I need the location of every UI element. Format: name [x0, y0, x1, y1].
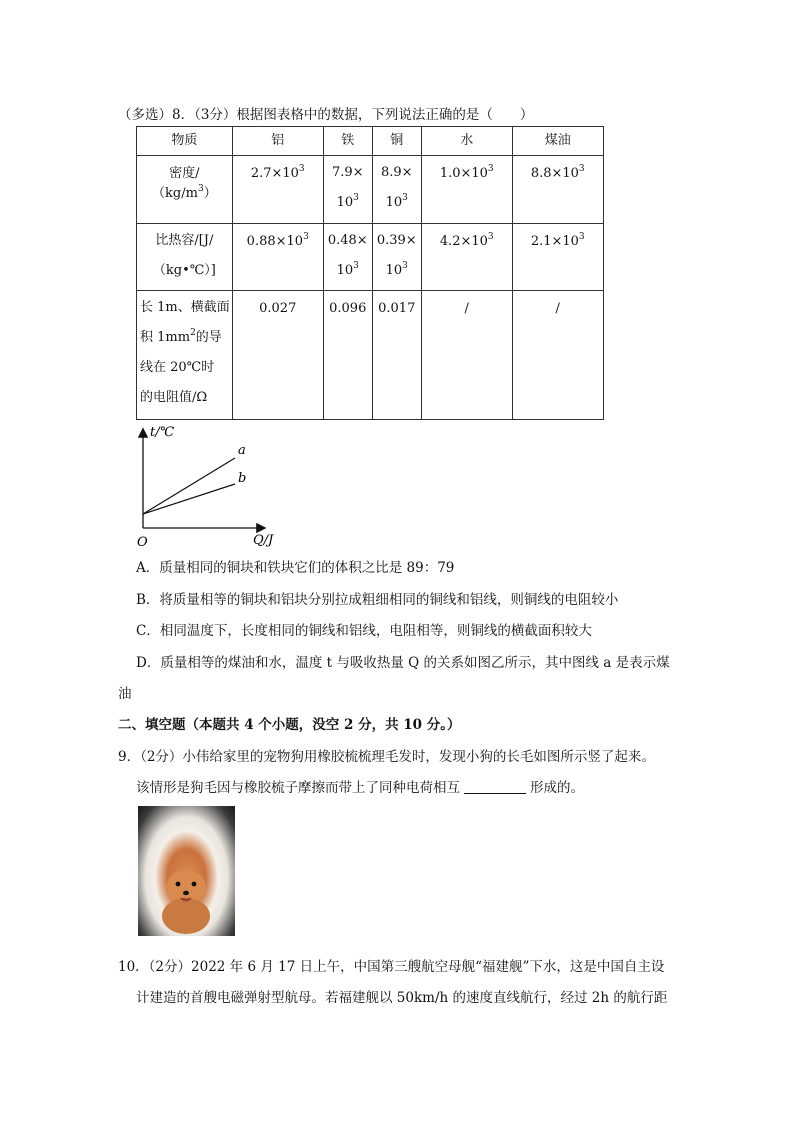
line-a [143, 458, 235, 514]
option-b: B．将质量相等的铜块和铝块分别拉成粗细相同的铜线和铝线，则铜线的电阻较小 [136, 592, 619, 608]
table-cell: 8.9× $10^3$ [372, 156, 421, 224]
y-axis-label: t/℃ [150, 425, 175, 440]
table-cell: $0.88\times 10^3$ [232, 224, 323, 291]
header-cell: 水 [421, 127, 512, 156]
header-cell: 铝 [232, 127, 323, 156]
header-cell: 铜 [372, 127, 421, 156]
option-d-line1: D．质量相等的煤油和水，温度 t 与吸收热量 Q 的关系如图乙所示，其中图线 a 是表示煤 [136, 655, 670, 671]
table-row [137, 291, 604, 420]
line-a-label: a [238, 443, 246, 458]
option-d-line2: 油 [118, 686, 132, 702]
table-cell: $2.7\times 10^3$ [232, 156, 323, 224]
option-c: C．相同温度下，长度相同的铜线和铝线，电阻相等，则铜线的横截面积较大 [136, 623, 592, 639]
table-cell: $8.8\times 10^3$ [512, 156, 603, 224]
row-label: 长 1m、横截面 积 $1mm^2$的导 线在 20℃时 的电阻值/Ω [137, 291, 233, 420]
header-cell: 物质 [137, 127, 233, 156]
dog-photo [138, 806, 235, 936]
table-cell: 0.017 [372, 291, 421, 420]
q9-line1: 9．（2分）小伟给家里的宠物狗用橡胶梳梳理毛发时，发现小狗的长毛如图所示竖了起来。 [118, 749, 655, 765]
table-cell: 7.9× $10^3$ [323, 156, 372, 224]
row-label: 密度$/(kg/m^3)$ [137, 156, 233, 224]
row-label: 比热容/[J/ （kg•℃）] [137, 224, 233, 291]
table-cell: 0.48× $10^3$ [323, 224, 372, 291]
table-header-row [137, 127, 604, 156]
table-cell: $2.1\times 10^3$ [512, 224, 603, 291]
answer-blank[interactable] [464, 779, 526, 794]
q9-line2: 该情形是狗毛因与橡胶梳子摩擦而带上了同种电荷相互 形成的。 [136, 780, 584, 796]
table-cell: 0.39× $10^3$ [372, 224, 421, 291]
header-cell: 铁 [323, 127, 372, 156]
x-axis-label: Q/J [253, 533, 274, 548]
table-cell: 0.027 [232, 291, 323, 420]
table-row [137, 156, 604, 224]
table-cell: / [512, 291, 603, 420]
table-row [137, 224, 604, 291]
table-cell: / [421, 291, 512, 420]
section-title: 二、填空题（本题共 4 个小题，没空 2 分，共 10 分。） [118, 717, 461, 733]
line-b-label: b [238, 471, 247, 486]
q10-line2: 计建造的首艘电磁弹射型航母。若福建舰以 50km/h 的速度直线航行，经过 2h 的航行距 [136, 990, 668, 1006]
origin-label: O [137, 535, 148, 550]
table-cell: $4.2\times 10^3$ [421, 224, 512, 291]
line-b [143, 484, 235, 514]
header-cell: 煤油 [512, 127, 603, 156]
data-table [136, 126, 604, 420]
dog-face-illustration [138, 806, 235, 936]
table-cell: 0.096 [323, 291, 372, 420]
table-cell: $1.0\times 10^3$ [421, 156, 512, 224]
q10-line1: 10．（2分）2022 年 6 月 17 日上午，中国第三艘航空母舰“福建舰”下水，这是中国自主设 [118, 959, 665, 975]
t-q-graph [130, 424, 280, 550]
q8-stem: （多选）8．（3分）根据图表格中的数据，下列说法正确的是（ ） [118, 107, 534, 123]
option-a: A．质量相同的铜块和铁块它们的体积之比是 89：79 [136, 560, 455, 576]
